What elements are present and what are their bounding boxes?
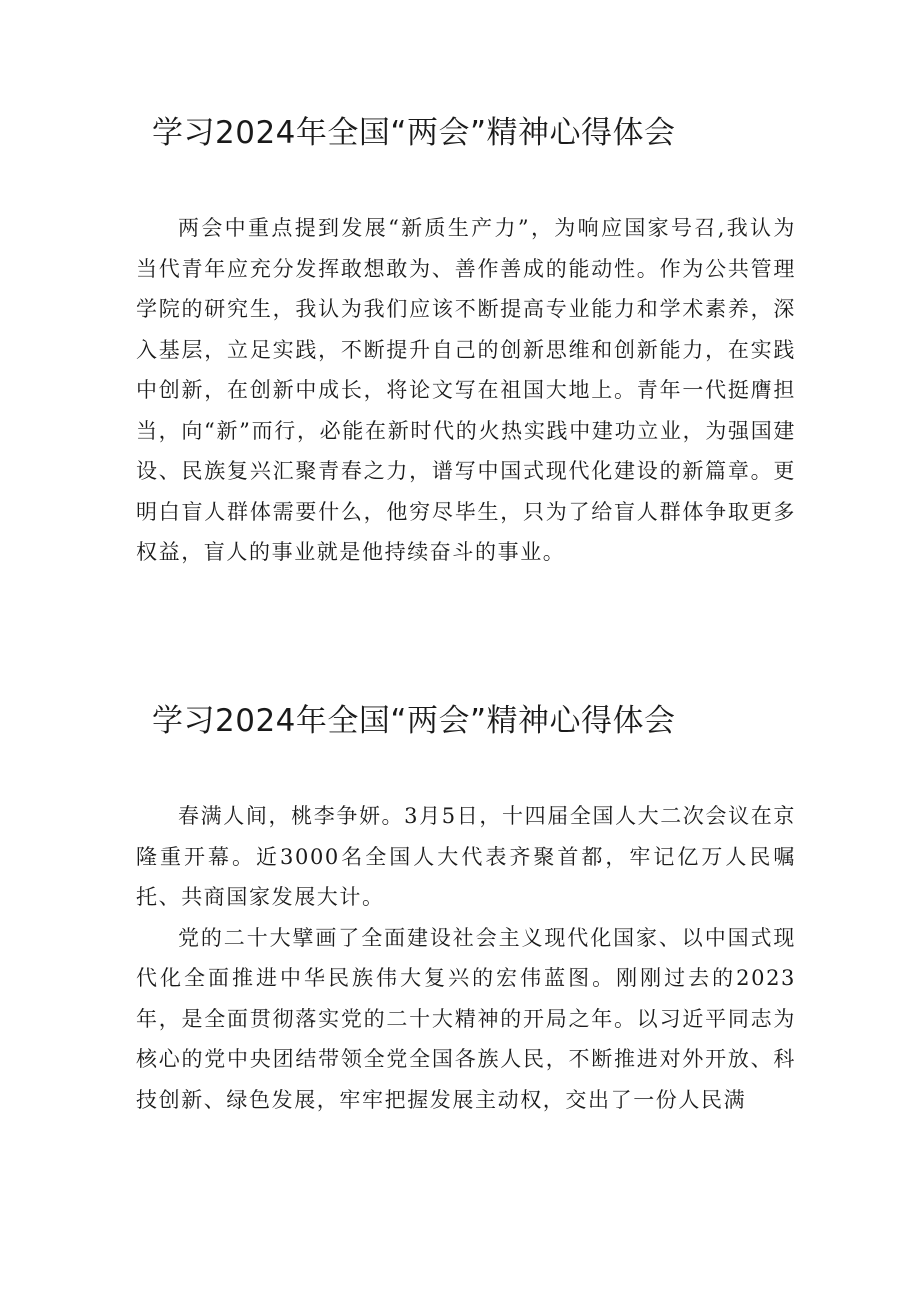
body-paragraph: 两会中重点提到发展“新质生产力”，为响应国家号召,我认为当代青年应充分发挥敢想敢为、善作善成的能动性。作为公共管理学院的研究生，我认为我们应该不断提高专业能力和学术素养，深入基层，立足实践，不断提升自己的创新思维和创新能力，在实践中创新，在创新中成长，将论文写在祖国大地上。青年一代挺膺担当，向“新”而行，必能在新时代的火热实践中建功立业，为强国建设、民族复兴汇聚青春之力，谱写中国式现代化建设的新篇章。更明白盲人群体需要什么，他穷尽毕生，只为了给盲人群体争取更多权益，盲人的事业就是他持续奋斗的事业。 bbox=[136, 216, 796, 564]
body-paragraph: 春满人间，桃李争妍。3月5日，十四届全国人大二次会议在京隆重开幕。近3000名全国人大代表齐聚首都，牢记亿万人民嘱托、共商国家发展大计。 bbox=[136, 804, 796, 909]
body-paragraph: 党的二十大擘画了全面建设社会主义现代化国家、以中国式现代化全面推进中华民族伟大复兴的宏伟蓝图。刚刚过去的2023年，是全面贯彻落实党的二十大精神的开局之年。以习近平同志为核心的党中央团结带领全党全国各族人民，不断推进对外开放、科技创新、绿色发展，牢牢把握发展主动权，交出了一份人民满 bbox=[136, 925, 796, 1112]
article-title: 学习2024年全国“两会”精神心得体会 bbox=[152, 115, 676, 151]
article-body bbox=[136, 208, 796, 573]
article-section-2 bbox=[136, 696, 796, 1120]
article-body bbox=[136, 796, 796, 1120]
article-section-1 bbox=[136, 108, 796, 573]
article-title: 学习2024年全国“两会”精神心得体会 bbox=[152, 703, 676, 739]
